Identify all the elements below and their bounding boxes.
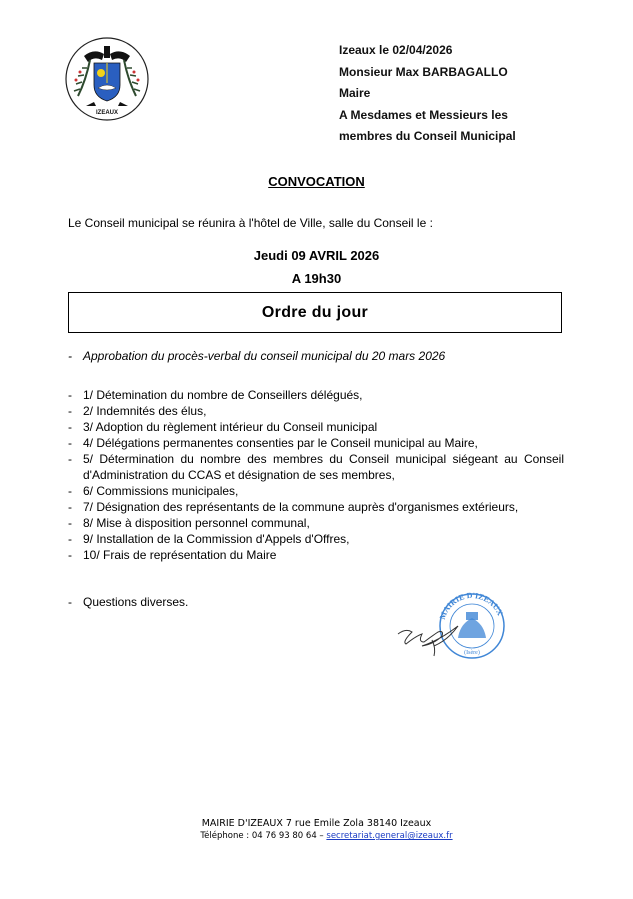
meeting-datetime [0, 244, 633, 290]
recipient-line-2: membres du Conseil Municipal [339, 129, 516, 143]
signature-and-stamp [392, 590, 510, 665]
questions-text: Questions diverses. [83, 595, 189, 609]
agenda-item-text: 5/ Détermination du nombre des membres du Conseil municipal siégeant au Conseil d'Administration du CCAS et désignation de ses membres, [83, 452, 564, 482]
bullet-dash: - [68, 349, 72, 363]
agenda-item-5 [68, 451, 564, 483]
date-line: Izeaux le 02/04/2026 [339, 43, 453, 57]
agenda-item-4 [68, 435, 564, 451]
agenda-item-3 [68, 419, 564, 435]
bullet-dash: - [68, 404, 72, 418]
svg-text:IZEAUX: IZEAUX [95, 110, 119, 116]
municipal-coat-of-arms-logo [64, 36, 150, 122]
bullet-dash: - [68, 420, 72, 434]
bullet-dash: - [68, 516, 72, 530]
approbation-text: Approbation du procès-verbal du conseil municipal du 20 mars 2026 [83, 349, 446, 363]
agenda-item-10 [68, 547, 564, 563]
agenda-item-6 [68, 483, 564, 499]
agenda-item-text: 7/ Désignation des représentants de la commune auprès d'organismes extérieurs, [83, 500, 519, 514]
footer [0, 818, 633, 842]
svg-text:MAIRIE D'IZEAUX: MAIRIE D'IZEAUX [437, 590, 505, 621]
agenda-list [68, 387, 564, 563]
intro-text: Le Conseil municipal se réunira à l'hôtel de Ville, salle du Conseil le : [68, 216, 433, 230]
agenda-item-1 [68, 387, 564, 403]
agenda-item-7 [68, 499, 564, 515]
agenda-title: Ordre du jour [261, 303, 369, 321]
agenda-item-text: 4/ Délégations permanentes consenties par le Conseil municipal au Maire, [83, 436, 478, 450]
sender-title: Maire [339, 86, 371, 100]
agenda-item-text: 10/ Frais de représentation du Maire [83, 548, 277, 562]
agenda-item-2 [68, 403, 564, 419]
bullet-dash: - [68, 595, 72, 609]
footer-phone: Téléphone : 04 76 93 80 64 – [200, 831, 327, 841]
bullet-dash: - [68, 452, 72, 466]
agenda-item-text: 1/ Détemination du nombre de Conseillers délégués, [83, 388, 363, 402]
agenda-title-box [68, 292, 562, 333]
meeting-time: A 19h30 [291, 271, 342, 286]
official-stamp-icon [392, 590, 510, 665]
footer-contact [0, 830, 633, 842]
bullet-dash: - [68, 484, 72, 498]
svg-text:(Isère): (Isère) [464, 650, 480, 656]
list-item [68, 348, 564, 364]
agenda-item-text: 9/ Installation de la Commission d'Appels d'Offres, [83, 532, 350, 546]
agenda-item-8 [68, 515, 564, 531]
bullet-dash: - [68, 436, 72, 450]
bullet-dash: - [68, 500, 72, 514]
recipient-line-1: A Mesdames et Messieurs les [339, 107, 508, 122]
address-block [339, 40, 516, 148]
agenda-item-9 [68, 531, 564, 547]
agenda-item-text: 3/ Adoption du règlement intérieur du Conseil municipal [83, 420, 378, 434]
sender-name: Monsieur Max BARBAGALLO [339, 64, 508, 79]
agenda-item-text: 8/ Mise à disposition personnel communal, [83, 516, 310, 530]
document-title-text: CONVOCATION [268, 174, 365, 189]
approbation-list [68, 348, 564, 364]
footer-address: MAIRIE D'IZEAUX 7 rue Emile Zola 38140 Izeaux [201, 818, 432, 829]
footer-email-link[interactable]: secretariat.general@izeaux.fr [326, 831, 453, 841]
bullet-dash: - [68, 532, 72, 546]
agenda-item-text: 6/ Commissions municipales, [83, 484, 239, 498]
meeting-date: Jeudi 09 AVRIL 2026 [253, 248, 380, 263]
coat-of-arms-icon [64, 36, 150, 122]
bullet-dash: - [68, 548, 72, 562]
bullet-dash: - [68, 388, 72, 402]
document-title [0, 174, 633, 189]
agenda-item-text: 2/ Indemnités des élus, [83, 404, 207, 418]
